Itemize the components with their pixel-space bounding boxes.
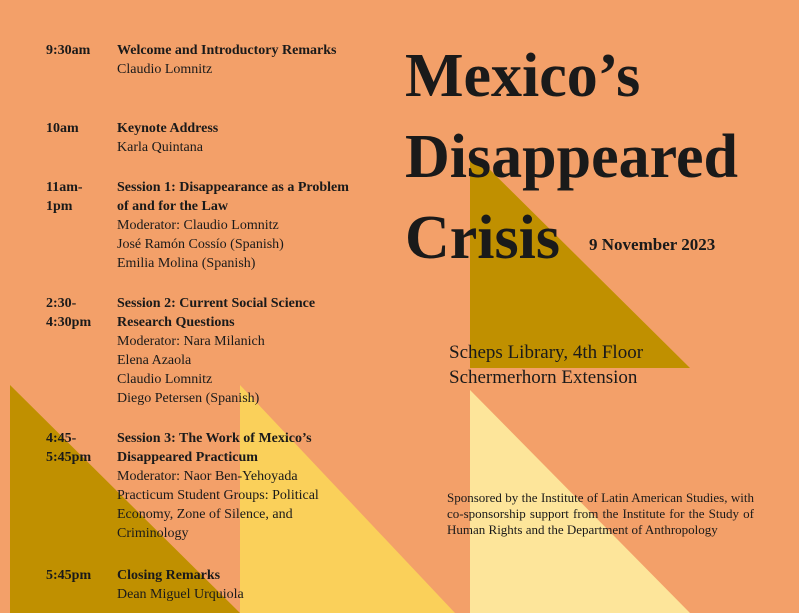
schedule-time-1: 9:30am [46,43,91,58]
schedule-title-6: Closing Remarks [117,568,221,583]
schedule-person: Practicum Student Groups: Political Economy, Zone of Silence, and Criminology [117,488,319,541]
schedule-person: Moderator: Naor Ben-Yehoyada [117,469,298,484]
schedule-title-5: Session 3: The Work of Mexico’s Disappeared Practicum [117,431,312,465]
schedule-person: José Ramón Cossío (Spanish) [117,237,284,252]
schedule-time-4: 2:30-4:30pm [46,296,92,330]
schedule-time-3: 11am-1pm [46,180,83,214]
schedule-time-2: 10am [46,121,79,136]
schedule-person: Karla Quintana [117,140,203,155]
schedule-item-4 [117,294,362,408]
schedule-person: Moderator: Nara Milanich [117,334,265,349]
schedule-title-1: Welcome and Introductory Remarks [117,43,337,58]
schedule-item-3 [117,178,362,273]
schedule-item-1 [117,41,362,79]
venue-line-1: Scheps Library, 4th Floor [449,342,644,363]
schedule-person: Claudio Lomnitz [117,62,213,77]
schedule-item-5 [117,429,357,543]
schedule-time-5: 4:45-5:45pm [46,431,92,465]
schedule-title-4: Session 2: Current Social Science Research Questions [117,296,316,330]
schedule-title-2: Keynote Address [117,121,219,136]
schedule-item-2 [117,119,362,157]
schedule-person: Moderator: Claudio Lomnitz [117,218,279,233]
schedule-person: Claudio Lomnitz [117,372,213,387]
event-date: 9 November 2023 [589,235,716,254]
schedule-person: Diego Petersen (Spanish) [117,391,260,406]
schedule-person: Elena Azaola [117,353,192,368]
schedule-title-3: Session 1: Disappearance as a Problem of and for the Law [117,180,349,214]
schedule-person: Dean Miguel Urquiola [117,587,244,602]
sponsor-text: Sponsored by the Institute of Latin American Studies, with co-sponsorship support from the Institute for the Study of Human Rights and the Department of Anthropology [447,490,754,537]
event-title-line-2: Disappeared [405,123,739,191]
event-title-line-3: Crisis [405,204,560,272]
schedule-item-6 [117,566,362,604]
event-title-line-1: Mexico’s [405,42,641,110]
schedule-person: Emilia Molina (Spanish) [117,256,256,271]
venue-line-2: Schermerhorn Extension [449,367,638,388]
schedule-time-6: 5:45pm [46,568,92,583]
